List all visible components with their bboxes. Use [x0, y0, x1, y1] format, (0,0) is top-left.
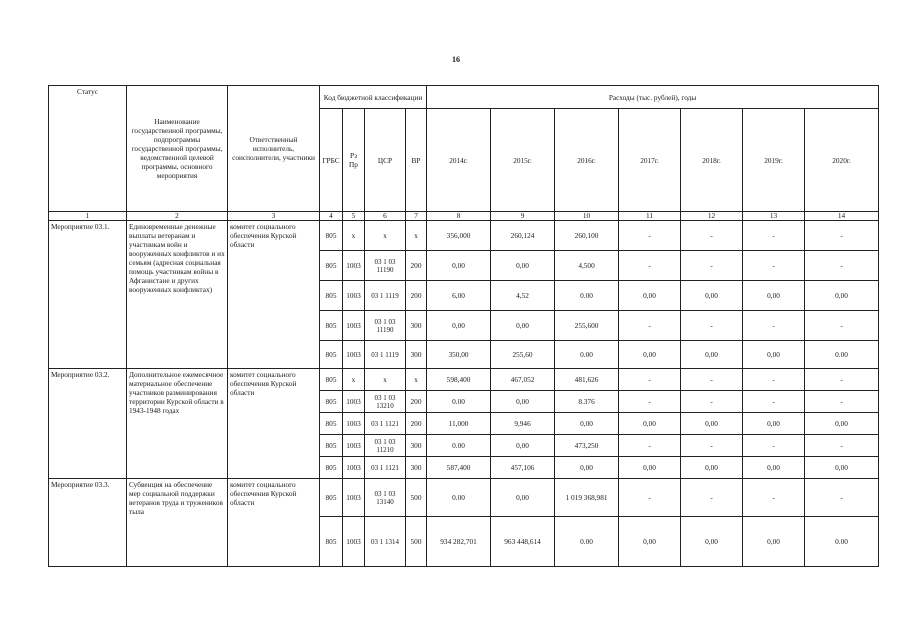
- expense-cell-2016: 481,626: [555, 369, 619, 391]
- grbs-cell: 805: [320, 251, 343, 281]
- expense-cell-2018: 0,00: [681, 281, 743, 311]
- header-responsible: Ответственный исполнитель, соисполнители, участники: [228, 86, 320, 212]
- expense-cell-2015: 0,00: [491, 435, 555, 457]
- rzpr-cell: 1003: [343, 517, 365, 567]
- expense-cell-2020: -: [805, 369, 879, 391]
- header-csr: ЦСР: [365, 109, 406, 212]
- vr-cell: 200: [406, 413, 427, 435]
- expense-cell-2016: 4,500: [555, 251, 619, 281]
- event-status: Мероприятие 03.3.: [49, 479, 127, 567]
- expense-cell-2019: -: [743, 311, 805, 341]
- column-number-cell: 6: [365, 212, 406, 221]
- expense-cell-2015: 0,00: [491, 251, 555, 281]
- expense-cell-2020: 0,00: [805, 413, 879, 435]
- expense-cell-2019: 0,00: [743, 341, 805, 369]
- header-budget-code: Код бюджетной классификации: [320, 86, 427, 109]
- expense-cell-2018: -: [681, 479, 743, 517]
- expense-cell-2017: 0,00: [619, 341, 681, 369]
- vr-cell: 500: [406, 479, 427, 517]
- header-year-2020: 2020г.: [805, 109, 879, 212]
- event-responsible: комитет социального обеспечения Курской области: [228, 479, 320, 567]
- vr-cell: 300: [406, 341, 427, 369]
- rzpr-cell: х: [343, 221, 365, 251]
- expense-cell-2017: -: [619, 435, 681, 457]
- expense-cell-2018: 0,00: [681, 517, 743, 567]
- vr-cell: 200: [406, 251, 427, 281]
- header-year-2019: 2019г.: [743, 109, 805, 212]
- expense-cell-2014: 350,00: [427, 341, 491, 369]
- expense-cell-2016: 255,600: [555, 311, 619, 341]
- expense-cell-2014: 356,000: [427, 221, 491, 251]
- csr-cell: 03 1 1119: [365, 281, 406, 311]
- expense-cell-2015: 0,00: [491, 391, 555, 413]
- expense-cell-2020: 0.00: [805, 341, 879, 369]
- expense-cell-2016: 0.00: [555, 517, 619, 567]
- column-number-cell: 14: [805, 212, 879, 221]
- rzpr-cell: 1003: [343, 311, 365, 341]
- vr-cell: 200: [406, 281, 427, 311]
- header-expenses: Расходы (тыс. рублей), годы: [427, 86, 879, 109]
- expense-cell-2014: 11,000: [427, 413, 491, 435]
- header-year-2018: 2018г.: [681, 109, 743, 212]
- expense-cell-2019: -: [743, 251, 805, 281]
- csr-cell: х: [365, 221, 406, 251]
- expense-cell-2020: 0,00: [805, 457, 879, 479]
- grbs-cell: 805: [320, 221, 343, 251]
- expense-cell-2018: 0,00: [681, 341, 743, 369]
- event-responsible: комитет социального обеспечения Курской области: [228, 221, 320, 369]
- expense-cell-2015: 963 448,614: [491, 517, 555, 567]
- expense-cell-2019: -: [743, 369, 805, 391]
- expense-cell-2019: -: [743, 221, 805, 251]
- rzpr-cell: 1003: [343, 479, 365, 517]
- expense-cell-2020: -: [805, 221, 879, 251]
- expense-cell-2019: 0,00: [743, 413, 805, 435]
- header-vr: ВР: [406, 109, 427, 212]
- expense-cell-2015: 0,00: [491, 479, 555, 517]
- event-status: Мероприятие 03.1.: [49, 221, 127, 369]
- expense-cell-2018: -: [681, 251, 743, 281]
- expense-cell-2019: 0,00: [743, 281, 805, 311]
- expense-cell-2014: 0,00: [427, 251, 491, 281]
- column-number-cell: 12: [681, 212, 743, 221]
- csr-cell: 03 1 1314: [365, 517, 406, 567]
- rzpr-cell: 1003: [343, 457, 365, 479]
- expense-cell-2020: -: [805, 435, 879, 457]
- expense-cell-2017: 0,00: [619, 281, 681, 311]
- csr-cell: 03 1 1119: [365, 341, 406, 369]
- expense-cell-2015: 260,124: [491, 221, 555, 251]
- expense-cell-2018: -: [681, 221, 743, 251]
- expense-cell-2015: 4,52: [491, 281, 555, 311]
- column-number-cell: 7: [406, 212, 427, 221]
- grbs-cell: 805: [320, 311, 343, 341]
- expense-cell-2014: 587,400: [427, 457, 491, 479]
- expense-cell-2018: -: [681, 311, 743, 341]
- expense-cell-2014: 0.00: [427, 479, 491, 517]
- header-name: Наименование государственной программы, подпрограммы государственной программы, ведомственной целевой программы, основного мероприятия: [127, 86, 228, 212]
- event-name: Дополнительное ежемесячное материальное обеспечение участников разминирования территории Курской области в 1943-1948 годах: [127, 369, 228, 479]
- rzpr-cell: х: [343, 369, 365, 391]
- expense-cell-2014: 0.00: [427, 391, 491, 413]
- column-number-cell: 8: [427, 212, 491, 221]
- column-number-cell: 10: [555, 212, 619, 221]
- expense-cell-2017: 0,00: [619, 517, 681, 567]
- expense-cell-2020: -: [805, 311, 879, 341]
- csr-cell: 03 1 03 13140: [365, 479, 406, 517]
- vr-cell: х: [406, 221, 427, 251]
- rzpr-cell: 1003: [343, 281, 365, 311]
- expense-cell-2016: 0,00: [555, 457, 619, 479]
- expense-cell-2018: 0,00: [681, 413, 743, 435]
- csr-cell: х: [365, 369, 406, 391]
- expense-cell-2014: 0.00: [427, 435, 491, 457]
- vr-cell: 200: [406, 391, 427, 413]
- column-number-cell: 9: [491, 212, 555, 221]
- column-number-cell: 2: [127, 212, 228, 221]
- table-body: [49, 221, 879, 567]
- header-year-2014: 2014г.: [427, 109, 491, 212]
- expense-cell-2017: 0,00: [619, 413, 681, 435]
- expense-cell-2015: 467,052: [491, 369, 555, 391]
- csr-cell: 03 1 03 11190: [365, 251, 406, 281]
- expense-cell-2018: -: [681, 391, 743, 413]
- expense-cell-2014: 0,00: [427, 311, 491, 341]
- grbs-cell: 805: [320, 457, 343, 479]
- vr-cell: 300: [406, 457, 427, 479]
- grbs-cell: 805: [320, 435, 343, 457]
- expense-cell-2017: -: [619, 251, 681, 281]
- expense-cell-2016: 260,100: [555, 221, 619, 251]
- column-number-cell: 3: [228, 212, 320, 221]
- column-number-cell: 11: [619, 212, 681, 221]
- csr-cell: 03 1 1121: [365, 457, 406, 479]
- rzpr-cell: 1003: [343, 251, 365, 281]
- event-status: Мероприятие 03.2.: [49, 369, 127, 479]
- expense-cell-2016: 0,00: [555, 413, 619, 435]
- vr-cell: 300: [406, 435, 427, 457]
- grbs-cell: 805: [320, 517, 343, 567]
- grbs-cell: 805: [320, 369, 343, 391]
- budget-table: [48, 85, 879, 567]
- table-row: [49, 369, 879, 391]
- expense-cell-2018: 0,00: [681, 457, 743, 479]
- column-number-cell: 13: [743, 212, 805, 221]
- header-grbs: ГРБС: [320, 109, 343, 212]
- expense-cell-2017: 0,00: [619, 457, 681, 479]
- rzpr-cell: 1003: [343, 341, 365, 369]
- expense-cell-2018: -: [681, 435, 743, 457]
- expense-cell-2019: -: [743, 391, 805, 413]
- expense-cell-2017: -: [619, 369, 681, 391]
- expense-cell-2019: 0,00: [743, 457, 805, 479]
- vr-cell: 300: [406, 311, 427, 341]
- expense-cell-2018: -: [681, 369, 743, 391]
- rzpr-cell: 1003: [343, 413, 365, 435]
- header-year-2015: 2015г.: [491, 109, 555, 212]
- vr-cell: х: [406, 369, 427, 391]
- expense-cell-2014: 6,00: [427, 281, 491, 311]
- expense-cell-2015: 9,946: [491, 413, 555, 435]
- expense-cell-2019: -: [743, 479, 805, 517]
- grbs-cell: 805: [320, 413, 343, 435]
- rzpr-cell: 1003: [343, 435, 365, 457]
- csr-cell: 03 1 1121: [365, 413, 406, 435]
- expense-cell-2020: 0,00: [805, 281, 879, 311]
- header-year-2017: 2017г.: [619, 109, 681, 212]
- expense-cell-2017: -: [619, 391, 681, 413]
- column-number-cell: 4: [320, 212, 343, 221]
- rzpr-cell: 1003: [343, 391, 365, 413]
- column-number-cell: 1: [49, 212, 127, 221]
- expense-cell-2016: 0.00: [555, 281, 619, 311]
- expense-cell-2017: -: [619, 479, 681, 517]
- grbs-cell: 805: [320, 341, 343, 369]
- expense-cell-2017: -: [619, 221, 681, 251]
- vr-cell: 500: [406, 517, 427, 567]
- column-number-cell: 5: [343, 212, 365, 221]
- expense-cell-2014: 934 282,701: [427, 517, 491, 567]
- header-status: Статус: [49, 86, 127, 212]
- table-row: [49, 479, 879, 517]
- expense-cell-2015: 255,60: [491, 341, 555, 369]
- event-name: Единовременные денежные выплаты ветеранам и участникам войн и вооруженных конфликтов и их семьям (адресная социальная помощь участникам войны в Афганистане и других вооруженных конфликтах): [127, 221, 228, 369]
- grbs-cell: 805: [320, 391, 343, 413]
- grbs-cell: 805: [320, 281, 343, 311]
- csr-cell: 03 1 03 13210: [365, 391, 406, 413]
- expense-cell-2020: -: [805, 251, 879, 281]
- csr-cell: 03 1 03 11210: [365, 435, 406, 457]
- expense-cell-2014: 598,400: [427, 369, 491, 391]
- expense-cell-2020: -: [805, 479, 879, 517]
- event-name: Субвенция на обеспечение мер социальной поддержки ветеранов труда и тружеников тыла: [127, 479, 228, 567]
- table-row: [49, 221, 879, 251]
- expense-cell-2015: 457,106: [491, 457, 555, 479]
- header-rzpr: Рз Пр: [343, 109, 365, 212]
- expense-cell-2020: -: [805, 391, 879, 413]
- expense-cell-2016: 1 019 368,981: [555, 479, 619, 517]
- expense-cell-2017: -: [619, 311, 681, 341]
- expense-cell-2016: 473,250: [555, 435, 619, 457]
- expense-cell-2019: 0,00: [743, 517, 805, 567]
- page-number: 16: [452, 55, 460, 64]
- csr-cell: 03 1 03 11190: [365, 311, 406, 341]
- expense-cell-2020: 0.00: [805, 517, 879, 567]
- header-year-2016: 2016г.: [555, 109, 619, 212]
- expense-cell-2016: 0.00: [555, 341, 619, 369]
- expense-cell-2016: 8.376: [555, 391, 619, 413]
- expense-cell-2015: 0,00: [491, 311, 555, 341]
- column-number-row: [49, 212, 879, 221]
- expense-cell-2019: -: [743, 435, 805, 457]
- event-responsible: комитет социального обеспечения Курской области: [228, 369, 320, 479]
- grbs-cell: 805: [320, 479, 343, 517]
